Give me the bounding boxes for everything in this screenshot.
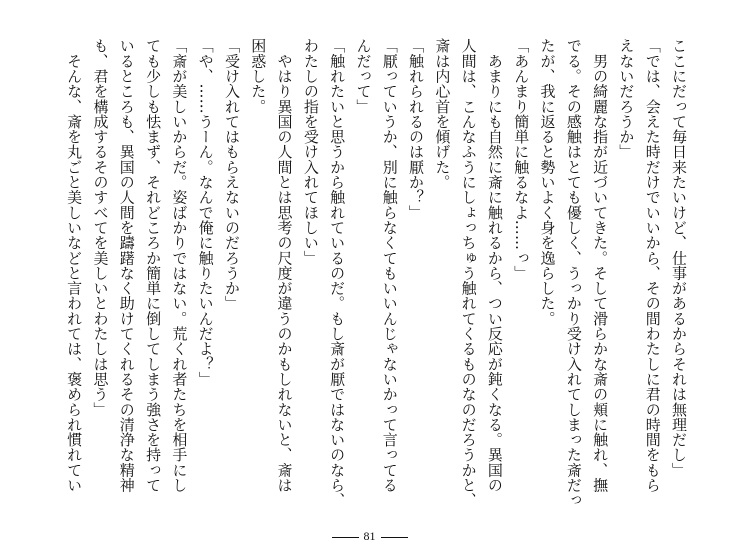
text-column: えないだろうか」 bbox=[617, 38, 636, 160]
text-column: んだって」 bbox=[354, 38, 373, 114]
page-number: 81 bbox=[363, 529, 376, 543]
text-column: 「触れたいと思うから触れているのだ。もし斎が厭ではないのなら、 bbox=[328, 38, 347, 508]
text-column: ここにだって毎日来たいけど、仕事があるからそれは無理だし」 bbox=[670, 38, 688, 478]
text-column: いるところも、異国の人間を躊躇なく助けてくれるその清浄な精神 bbox=[117, 38, 136, 493]
text-column: 「触れられるのは厭か？」 bbox=[407, 38, 426, 220]
text-column: でる。その感触はとても優しく、うっかり受け入れてしまった斎だっ bbox=[564, 38, 583, 508]
page-number-rule-right bbox=[381, 537, 408, 538]
text-column: ても少しも怯まず、それどころか簡単に倒してしまう強さを持って bbox=[144, 38, 163, 493]
page-number-rule-left bbox=[332, 537, 359, 538]
vertical-text-body bbox=[60, 38, 692, 510]
text-column: あまりにも自然に斎に触れるから、つい反応が鈍くなる。異国の bbox=[485, 38, 504, 493]
text-column: 「斎が美しいからだ。姿ばかりではない。荒くれ者たちを相手にし bbox=[170, 38, 189, 493]
text-column: 「受け入れてはもらえないのだろうか」 bbox=[222, 38, 241, 311]
page-footer bbox=[0, 526, 739, 546]
text-column: 「では、会えた時だけでいいから、その間わたしに君の時間をもら bbox=[643, 38, 662, 493]
text-column: 斎は内心首を傾げた。 bbox=[433, 38, 452, 190]
text-column: も、君を構成するそのすべてを美しいとわたしは思う」 bbox=[91, 38, 110, 417]
text-column: そんな、斎を丸ごと美しいなどと言われては、褒められ慣れてい bbox=[65, 38, 84, 493]
text-column: 「あんまり簡単に触るなよ……っ」 bbox=[512, 38, 531, 281]
text-column: 「や、……うーん。なんで俺に触りたいんだよ？」 bbox=[196, 38, 215, 387]
text-column: わたしの指を受け入れてほしい」 bbox=[301, 38, 320, 266]
text-column: 人間は、こんなふうにしょっちゅう触れてくるものなのだろうかと、 bbox=[459, 38, 478, 508]
text-column: 困惑した。 bbox=[249, 38, 268, 114]
text-column: たが、我に返ると勢いよく身を逸らした。 bbox=[538, 38, 557, 326]
text-column: 男の綺麗な指が近づいてきた。そして滑らかな斎の頬に触れ、撫 bbox=[591, 38, 610, 493]
text-column: やはり異国の人間とは思考の尺度が違うのかもしれないと、斎は bbox=[275, 38, 294, 493]
text-column: 「厭っていうか、別に触らなくてもいいんじゃないかって言ってる bbox=[380, 38, 399, 493]
